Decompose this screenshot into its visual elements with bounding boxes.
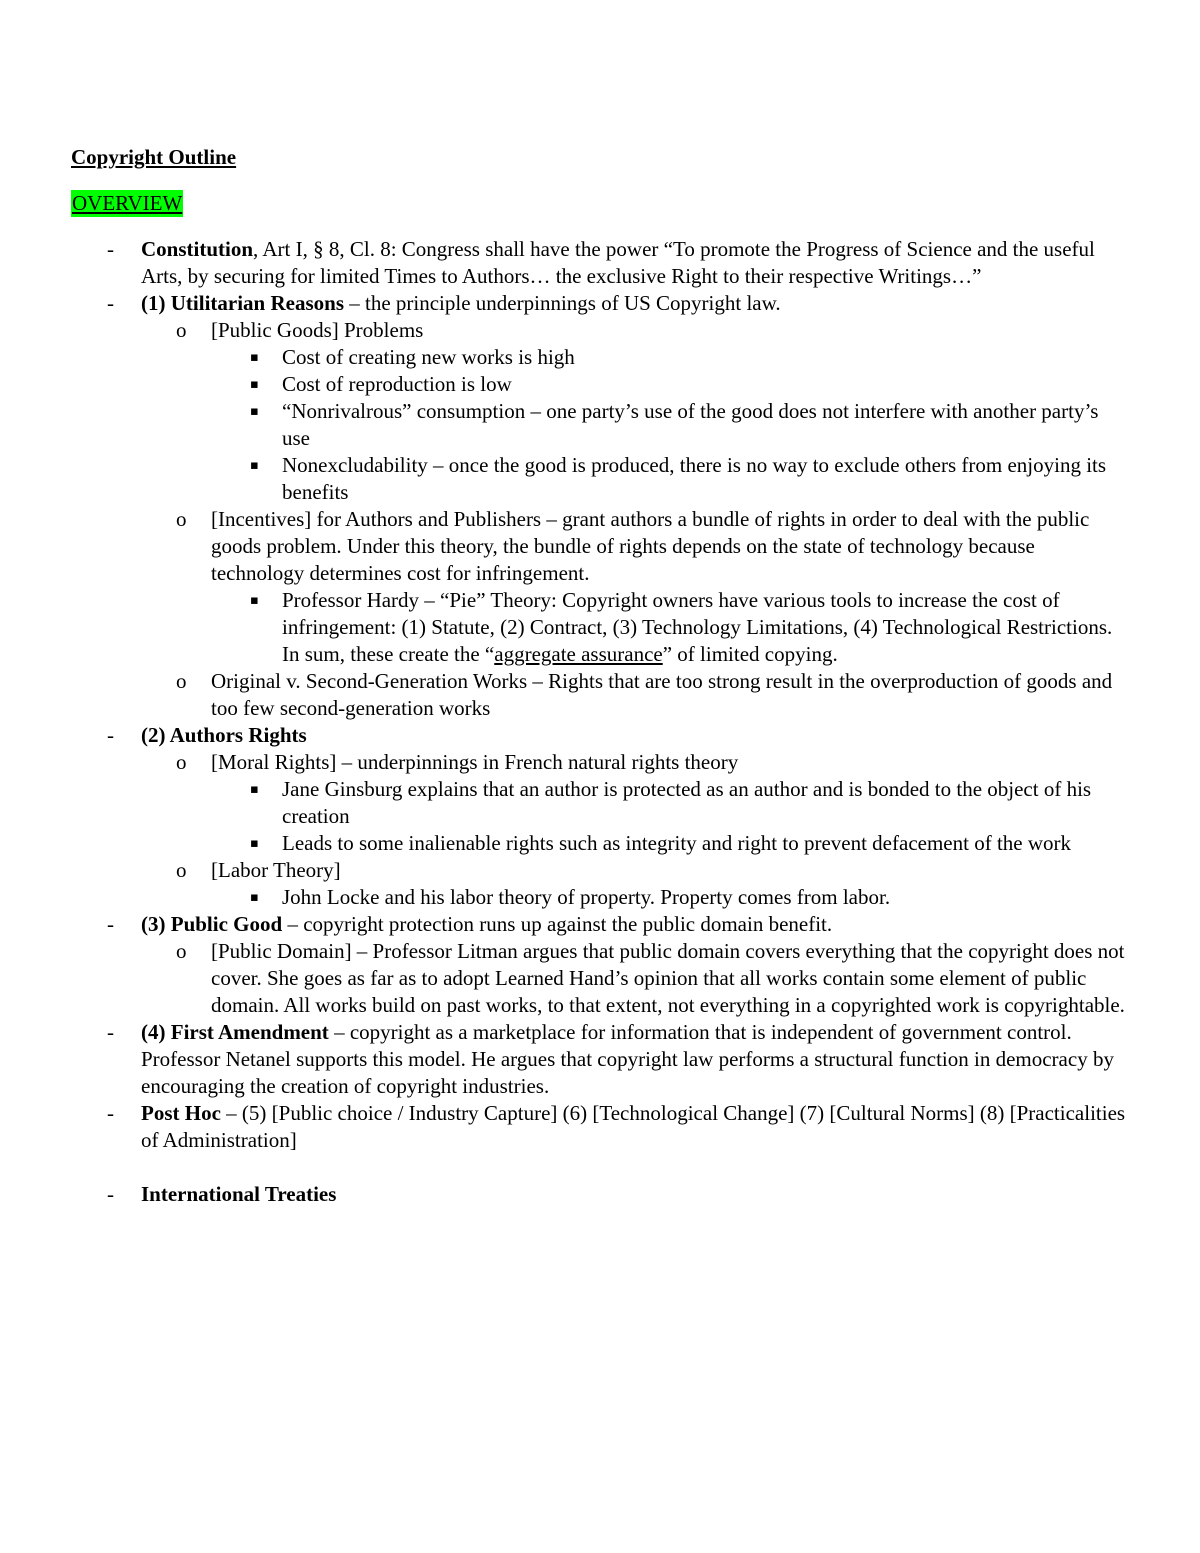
outline-bullet [0,371,1131,398]
dash-marker: - [107,723,114,747]
outline-item-utilitarian [0,290,1131,317]
circle-marker: o [176,858,187,882]
section-heading-overview: OVERVIEW [72,191,183,215]
circle-marker: o [176,939,187,963]
dash-marker: - [107,1182,114,1206]
item-text: Leads to some inalienable rights such as integrity and right to prevent defacement of the work [282,831,1072,855]
item-bold-label: Post Hoc [141,1101,221,1125]
outline-subitem-public-goods [0,317,1131,344]
square-bullet-icon: ▪ [250,782,259,797]
outline-bullet [0,452,1131,506]
item-text: – copyright protection runs up against the public domain benefit. [282,912,833,936]
outline-subitem-labor-theory [0,857,1131,884]
dash-marker: - [107,237,114,261]
square-bullet-icon: ▪ [250,404,259,419]
item-text: – copyright as a marketplace for information that is independent of government control. Professor Netanel supports this model. He argues that copyright law performs a structural function in democracy by encouraging the creation of copyright industries. [141,1020,1114,1098]
square-bullet-icon: ▪ [250,890,259,905]
item-text: – (5) [Public choice / Industry Capture] (6) [Technological Change] (7) [Cultural Norms] (8) [Practicalities of Administration] [141,1101,1126,1152]
dash-marker: - [107,1020,114,1044]
square-bullet-icon: ▪ [250,377,259,392]
item-bold-label: (2) Authors Rights [141,723,307,747]
outline-item-public-good [0,911,1131,938]
outline-subitem-original-works [0,668,1131,722]
item-text: Jane Ginsburg explains that an author is protected as an author and is bonded to the object of his creation [282,777,1092,828]
outline-subitem-incentives [0,506,1131,587]
outline-bullet [0,884,1131,911]
outline-item-post-hoc [0,1100,1131,1154]
item-text-tail: ” of limited copying. [662,642,838,666]
outline-bullet [0,398,1131,452]
outline-subitem-public-domain [0,938,1131,1019]
item-bold-label: (1) Utilitarian Reasons [141,291,344,315]
item-bold-label: International Treaties [141,1182,337,1206]
square-bullet-icon: ▪ [250,593,259,608]
outline-item-authors-rights [0,722,1131,749]
outline-subitem-moral-rights [0,749,1131,776]
square-bullet-icon: ▪ [250,350,259,365]
square-bullet-icon: ▪ [250,458,259,473]
item-text: [Public Goods] Problems [211,318,424,342]
item-text: John Locke and his labor theory of property. Property comes from labor. [282,885,891,909]
item-text: , Art I, § 8, Cl. 8: Congress shall have the power “To promote the Progress of Science and the useful Arts, by securing for limited Times to Authors… the exclusive Right to their respective Writings…” [141,237,1095,288]
outline-bullet [0,830,1131,857]
circle-marker: o [176,507,187,531]
item-text: [Labor Theory] [211,858,341,882]
item-text: Cost of creating new works is high [282,345,575,369]
dash-marker: - [107,1101,114,1125]
dash-marker: - [107,291,114,315]
outline-list [0,236,1200,1208]
dash-marker: - [107,912,114,936]
circle-marker: o [176,669,187,693]
outline-item-international-treaties [0,1181,1131,1208]
item-text: Nonexcludability – once the good is produced, there is no way to exclude others from enjoying its benefits [282,453,1107,504]
item-text: “Nonrivalrous” consumption – one party’s use of the good does not interfere with another party’s use [282,399,1099,450]
circle-marker: o [176,750,187,774]
item-text: [Incentives] for Authors and Publishers – grant authors a bundle of rights in order to deal with the public goods problem. Under this theory, the bundle of rights depends on the state of technology because technology determines cost for infringement. [211,507,1090,585]
item-bold-label: (3) Public Good [141,912,283,936]
outline-item-constitution [0,236,1131,290]
outline-bullet [0,344,1131,371]
item-bold-label: Constitution [141,237,254,261]
outline-item-first-amendment [0,1019,1131,1100]
item-text: Professor Hardy – “Pie” Theory: Copyright owners have various tools to increase the cost of infringement: (1) Statute, (2) Contract, (3) Technology Limitations, (4) Technological Restrictions. In sum, these create the “ [282,588,1113,666]
circle-marker: o [176,318,187,342]
item-text: Cost of reproduction is low [282,372,512,396]
square-bullet-icon: ▪ [250,836,259,851]
document-title: Copyright Outline [71,145,237,169]
underlined-term: aggregate assurance [494,642,663,666]
item-text: Original v. Second-Generation Works – Rights that are too strong result in the overproduction of goods and too few second-generation works [211,669,1113,720]
blank-line [0,1154,1200,1181]
outline-bullet-hardy [0,587,1131,668]
item-bold-label: (4) First Amendment [141,1020,329,1044]
item-text: [Public Domain] – Professor Litman argues that public domain covers everything that the copyright does not cover. She goes as far as to adopt Learned Hand’s opinion that all works contain some element of public domain. All works build on past works, to that extent, not everything in a copyrighted work is copyrightable. [211,939,1125,1017]
item-text: [Moral Rights] – underpinnings in French natural rights theory [211,750,739,774]
item-text: – the principle underpinnings of US Copyright law. [344,291,781,315]
outline-bullet [0,776,1131,830]
